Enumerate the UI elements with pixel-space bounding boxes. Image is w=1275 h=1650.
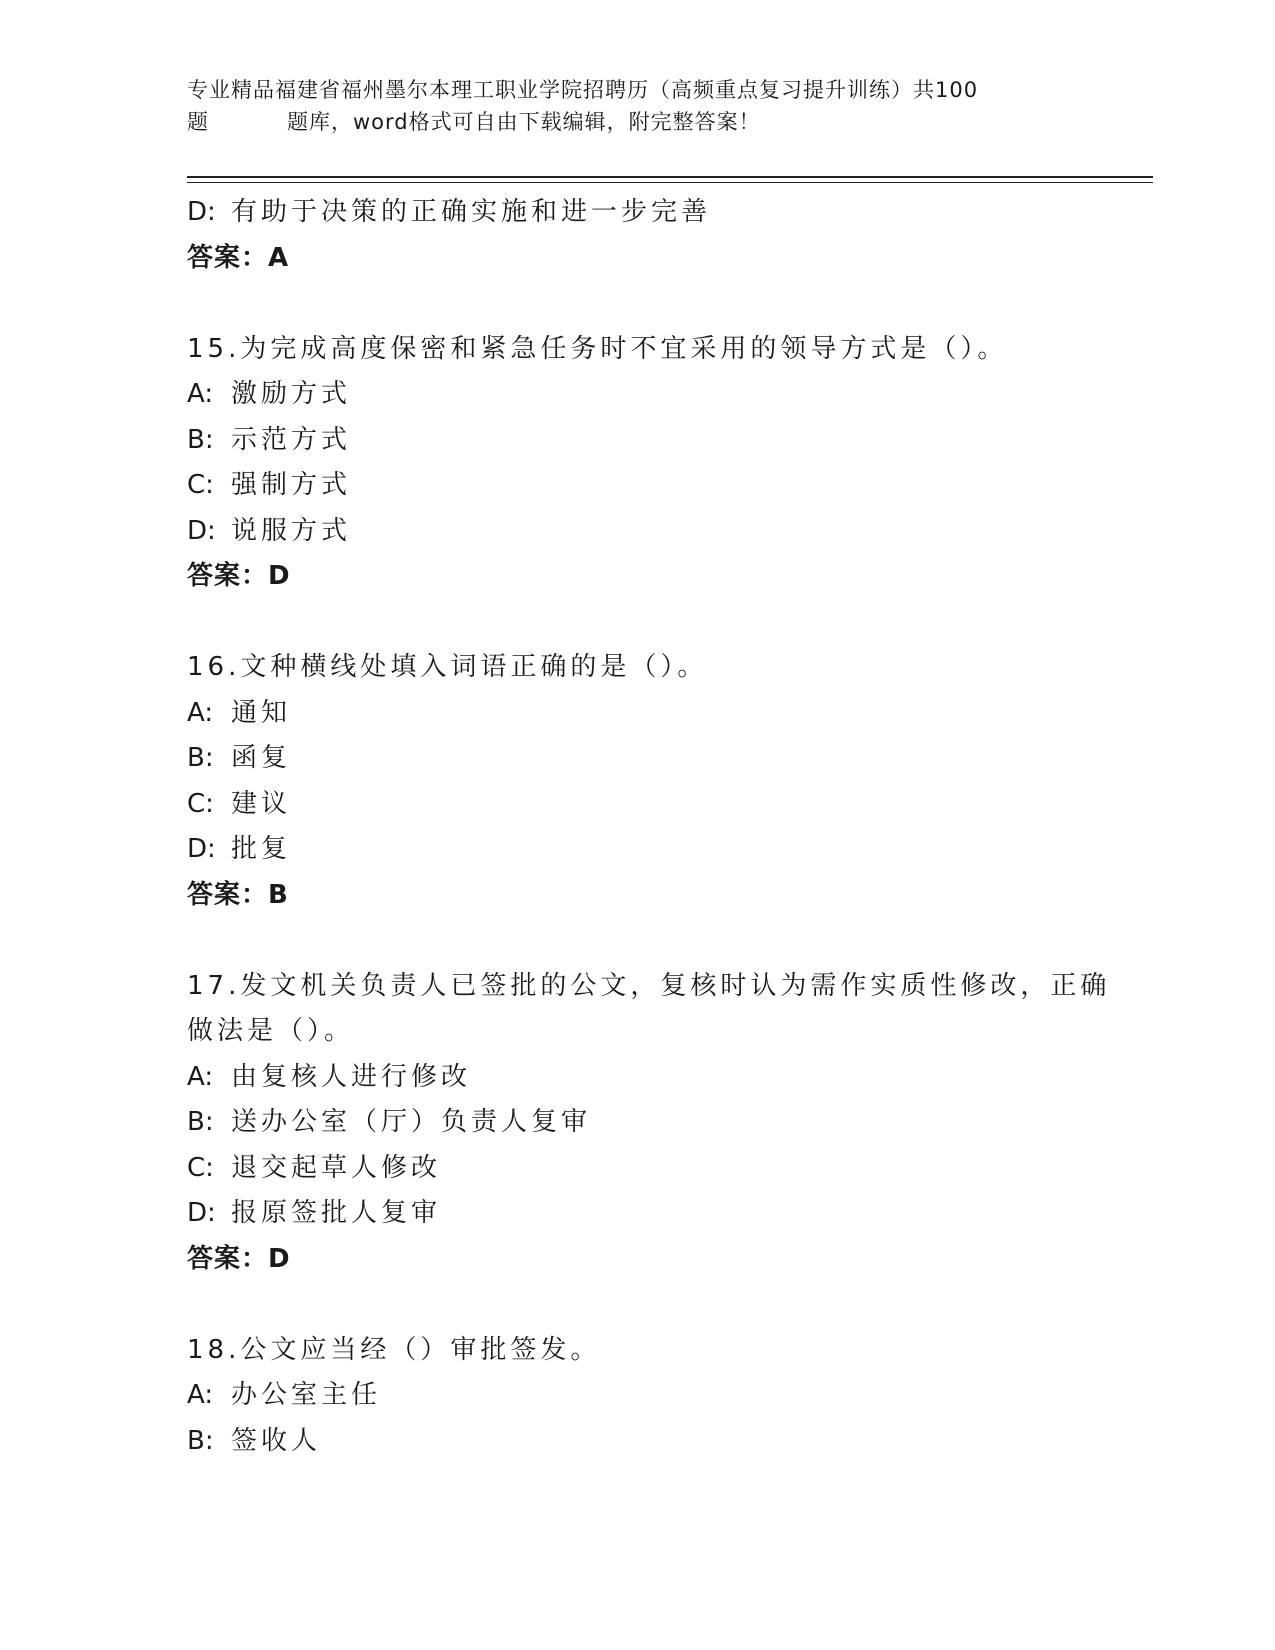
spacer (187, 281, 1087, 327)
option-text: 有助于决策的正确实施和进一步完善 (231, 197, 712, 227)
option-text: 示范方式 (231, 424, 352, 455)
option-text: 激励方式 (231, 379, 352, 409)
header-title-line2 (187, 106, 1087, 138)
q16-option-b (187, 736, 1087, 782)
q17-option-b (187, 1100, 1087, 1146)
option-label: B: (187, 743, 214, 773)
q17-option-c (187, 1146, 1087, 1192)
spacer (187, 918, 1087, 964)
option-label: C: (187, 1152, 214, 1183)
q16-question: 16.文种横线处填入词语正确的是（）。 (187, 652, 708, 682)
q15-option-d (187, 509, 1087, 555)
option-text: 说服方式 (231, 515, 352, 546)
q14-answer: 答案：A (187, 242, 290, 273)
q15-question: 15.为完成高度保密和紧急任务时不宜采用的领导方式是（）。 (187, 333, 1008, 364)
q15-option-c (187, 463, 1087, 509)
header-title-line1: 专业精品福建省福州墨尔本理工职业学院招聘历（高频重点复习提升训练）共100 (187, 78, 979, 102)
option-text: 建议 (231, 788, 292, 819)
q17-answer: 答案：D (187, 1243, 291, 1274)
q14-option-d (187, 190, 1087, 236)
option-text: 签收人 (231, 1425, 322, 1456)
option-text: 报原签批人复审 (231, 1198, 442, 1228)
document-header (187, 74, 1087, 138)
option-label: C: (187, 788, 214, 819)
option-label: D: (187, 1198, 216, 1228)
option-text: 退交起草人修改 (231, 1152, 442, 1183)
option-text: 批复 (231, 834, 292, 864)
q16-option-d (187, 827, 1087, 873)
q15-answer: 答案：D (187, 561, 291, 591)
header-title-line2-right: 题库，word格式可自由下载编辑，附完整答案！ (287, 110, 761, 134)
option-label: D: (187, 834, 216, 864)
option-text: 函复 (231, 743, 292, 773)
option-label: D: (187, 515, 216, 546)
option-label: A: (187, 1380, 214, 1410)
option-label: D: (187, 197, 216, 227)
q18-question: 18.公文应当经（）审批签发。 (187, 1334, 601, 1365)
q16-answer: 答案：B (187, 879, 289, 910)
q18-option-b (187, 1419, 1087, 1465)
header-divider-thick (187, 176, 1153, 178)
q15-option-b (187, 418, 1087, 464)
option-text: 通知 (231, 697, 292, 728)
option-text: 办公室主任 (231, 1380, 382, 1410)
q17-question-line2: 做法是（）。 (187, 1016, 355, 1046)
option-label: A: (187, 379, 214, 409)
header-divider-thin (187, 182, 1153, 183)
option-text: 送办公室（厅）负责人复审 (231, 1107, 592, 1137)
q18-option-a (187, 1373, 1087, 1419)
q17-question-line1: 17.发文机关负责人已签批的公文，复核时认为需作实质性修改，正确 (187, 970, 1111, 1001)
spacer (187, 1282, 1087, 1328)
header-title-line2-left: 题 (187, 110, 209, 134)
q16-option-a (187, 691, 1087, 737)
q16-option-c (187, 782, 1087, 828)
option-text: 由复核人进行修改 (231, 1061, 472, 1092)
q17-option-a (187, 1055, 1087, 1101)
question-list (187, 190, 1111, 1464)
spacer (187, 600, 1087, 646)
option-label: C: (187, 470, 214, 500)
option-label: A: (187, 1061, 214, 1092)
option-label: B: (187, 1107, 214, 1137)
option-label: A: (187, 697, 214, 728)
option-text: 强制方式 (231, 470, 352, 500)
option-label: B: (187, 424, 214, 455)
q17-option-d (187, 1191, 1087, 1237)
q15-option-a (187, 372, 1087, 418)
option-label: B: (187, 1425, 214, 1456)
